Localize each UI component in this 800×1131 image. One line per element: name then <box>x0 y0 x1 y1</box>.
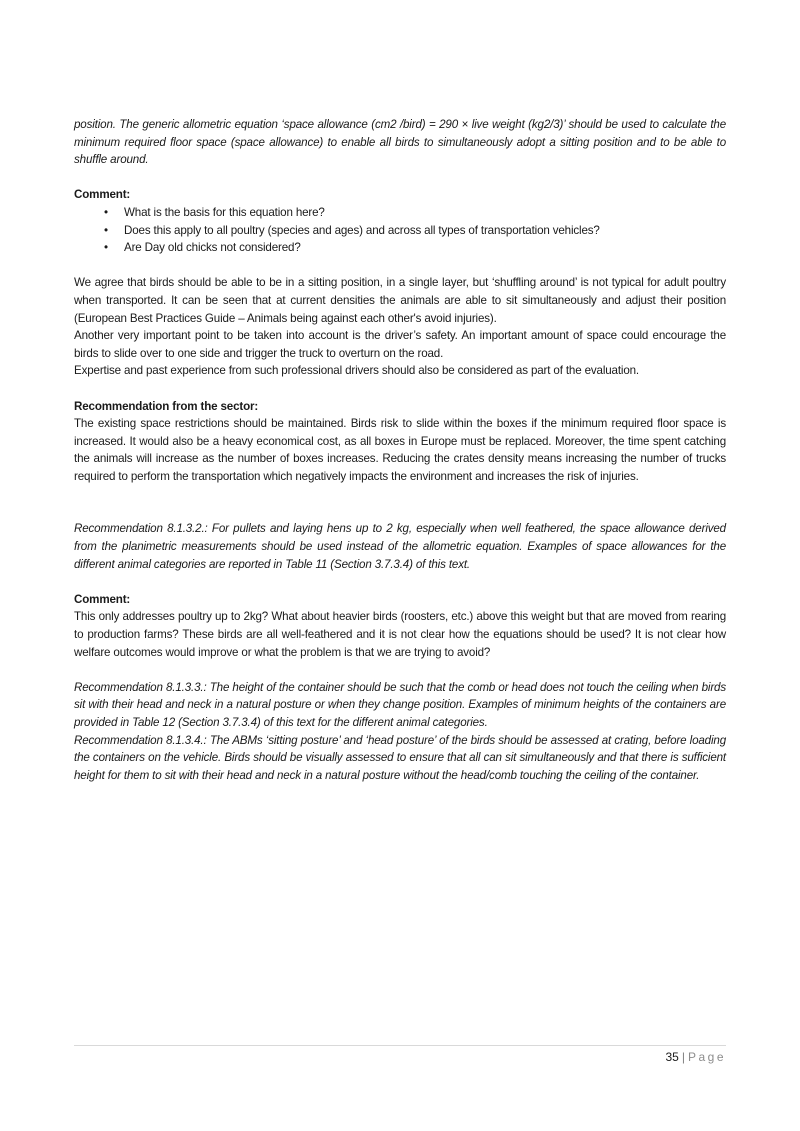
comment-bullet-list <box>74 204 726 257</box>
page-number: 35 <box>665 1050 679 1064</box>
agree-paragraph: We agree that birds should be able to be in a sitting position, in a single layer, but ‘shuffling around’ is not typical for adult poultry when transported. It can be seen that at current densities the animals are able to sit simultaneously and adjust their position (European Best Practices Guide – Animals being against each other's avoid injuries). <box>74 276 726 325</box>
page-footer <box>665 1050 726 1064</box>
comment-heading: Comment: <box>74 188 131 202</box>
bullet-item: • Does this apply to all poultry (species and ages) and across all types of transportation vehicles? <box>124 222 726 240</box>
page-label: Page <box>687 1050 726 1064</box>
sector-paragraph: The existing space restrictions should be maintained. Birds risk to slide within the boxes if the minimum required floor space is increased. It would also be a heavy economical cost, as all boxes in Europe must be replaced. Moreover, the time spent catching the animals will increase as the number of boxes increases. Reducing the crates density means increasing the number of trucks required to perform the transportation which negatively impacts the environment and increases the risk of injuries. <box>74 417 726 483</box>
bullet-item: • Are Day old chicks not considered? <box>124 239 726 257</box>
expertise-paragraph: Expertise and past experience from such professional drivers should also be considered as part of the evaluation. <box>74 364 640 378</box>
recommendation-8-1-3-3: Recommendation 8.1.3.3.: The height of the container should be such that the comb or head does not touch the ceiling when birds sit with their head and neck in a natural posture or when they change position. Examples of minimum heights of the containers are provided in Table 12 (Section 3.7.3.4) of this text for the different animal categories. <box>74 680 726 729</box>
recommendation-8-1-3-2: Recommendation 8.1.3.2.: For pullets and laying hens up to 2 kg, especially when well feathered, the space allowance derived from the planimetric measurements should be used instead of the allometric equation. Examples of space allowances for the different animal categories are reported in Table 11 (Section 3.7.3.4) of this text. <box>74 522 726 571</box>
intro-paragraph: position. The generic allometric equation ‘space allowance (cm2 /bird) = 290 × live weight (kg2/3)’ should be used to calculate the minimum required floor space (space allowance) to enable all birds to simultaneously adopt a sitting position and to be able to shuffle around. <box>74 118 726 167</box>
comment-heading: Comment: <box>74 592 131 606</box>
page-body <box>74 116 726 784</box>
driver-safety-paragraph: Another very important point to be taken into account is the driver’s safety. An important amount of space could encourage the birds to slide over to one side and trigger the truck to overturn on the road. <box>74 329 726 360</box>
bullet-item: • What is the basis for this equation here? <box>124 204 726 222</box>
recommendation-8-1-3-4: Recommendation 8.1.3.4.: The ABMs ‘sitting posture’ and ‘head posture’ of the birds should be assessed at crating, before loading the containers on the vehicle. Birds should be visually assessed to ensure that all can sit simultaneously and that there is sufficient height for them to sit with their head and neck in a natural posture without the head/comb touching the ceiling of the container. <box>74 733 726 782</box>
sector-heading: Recommendation from the sector: <box>74 399 259 413</box>
footer-separator: | <box>681 1050 685 1064</box>
comment-paragraph: This only addresses poultry up to 2kg? What about heavier birds (roosters, etc.) above this weight but that are moved from rearing to production farms? These birds are all well-feathered and it is not clear how the equations should be used? It is not clear how welfare outcomes would improve or what the problem is that we are trying to avoid? <box>74 610 726 659</box>
footer-divider <box>74 1045 726 1046</box>
